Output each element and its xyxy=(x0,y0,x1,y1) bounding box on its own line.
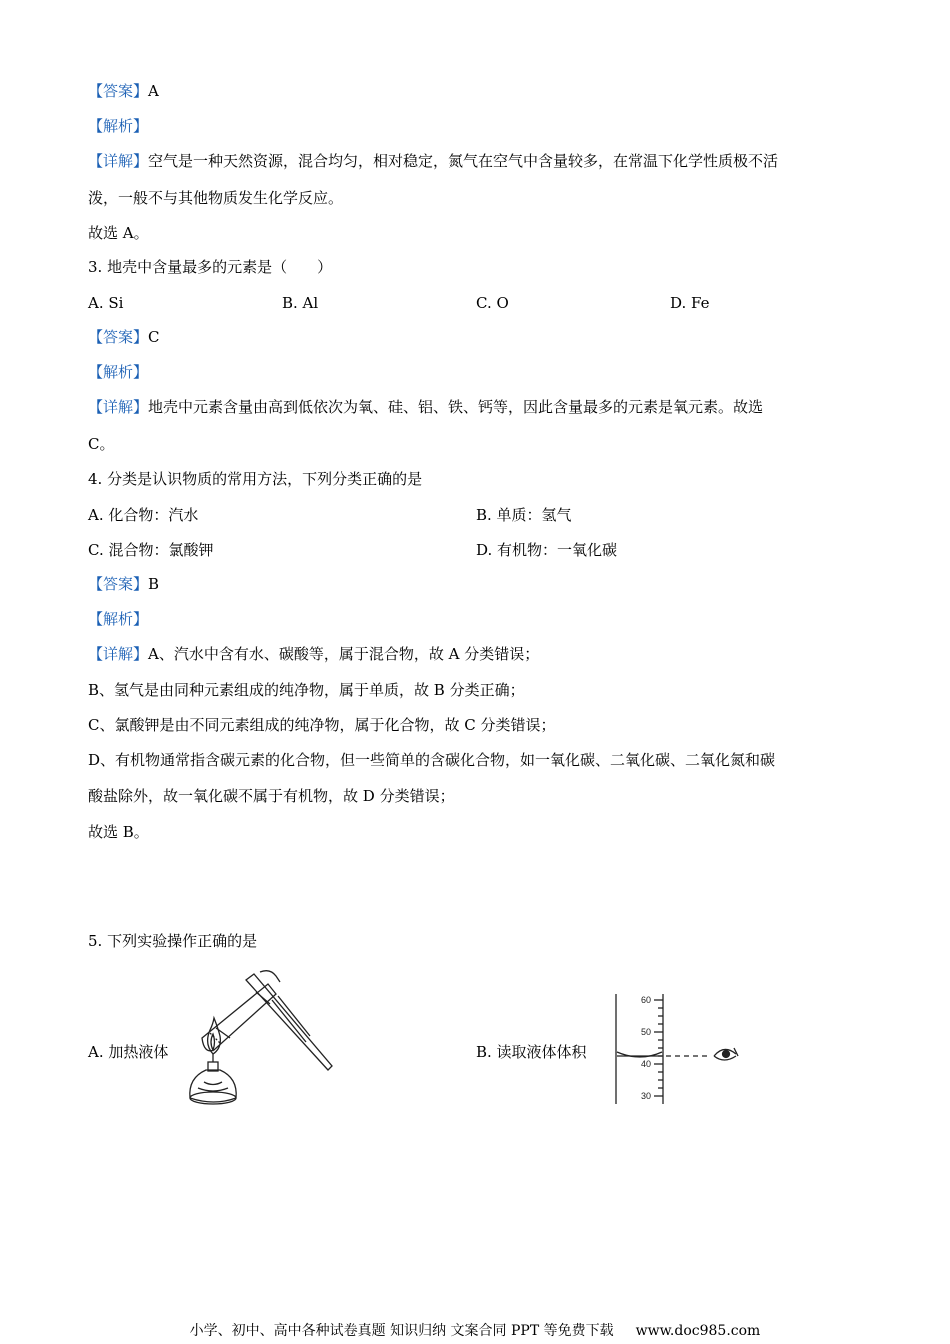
q3-option-d: D. Fe xyxy=(670,294,710,312)
detail-tag: 【详解】 xyxy=(88,398,149,416)
q2-detail-line2: 泼，一般不与其他物质发生化学反应。 xyxy=(88,189,344,207)
q4-option-a: A. 化合物：汽水 xyxy=(88,506,199,524)
q2-detail-line1 xyxy=(88,151,778,171)
answer-tag: 【答案】 xyxy=(88,328,149,346)
q5-option-b-label: B. 读取液体体积 xyxy=(476,1043,587,1061)
q5-stem: 5. 下列实验操作正确的是 xyxy=(88,932,258,950)
analysis-tag: 【解析】 xyxy=(88,363,149,381)
q4-detail-line-d1: D、有机物通常指含碳元素的化合物，但一些简单的含碳化合物，如一氧化碳、二氧化碳、二氧化氮和碳 xyxy=(88,751,776,769)
q4-detail-line1 xyxy=(88,644,539,664)
tick-label-50: 50 xyxy=(640,1027,651,1037)
q2-conclusion: 故选 A。 xyxy=(88,224,149,242)
q2-answer-line xyxy=(88,81,159,101)
q4-option-c: C. 混合物：氯酸钾 xyxy=(88,541,214,559)
reading-volume-figure xyxy=(606,990,754,1108)
q3-detail-line1 xyxy=(88,397,763,417)
heating-liquid-figure xyxy=(184,970,336,1115)
q4-analysis-line xyxy=(88,609,148,629)
q3-option-a: A. Si xyxy=(88,294,124,312)
q3-answer-value: C xyxy=(148,328,160,346)
q4-answer-value: B xyxy=(148,575,160,593)
page-footer xyxy=(0,1321,950,1341)
tick-label-40: 40 xyxy=(640,1059,651,1069)
alcohol-lamp xyxy=(190,1070,236,1102)
analysis-tag: 【解析】 xyxy=(88,610,149,628)
footer-url[interactable]: www.doc985.com xyxy=(635,1323,761,1339)
tick-label-60: 60 xyxy=(640,995,651,1005)
detail-tag: 【详解】 xyxy=(88,152,149,170)
q3-detail-text: 地壳中元素含量由高到低依次为氧、硅、铝、铁、钙等，因此含量最多的元素是氧元素。故选 xyxy=(148,398,764,416)
q4-answer-line xyxy=(88,574,159,594)
q3-analysis-line xyxy=(88,362,148,382)
q4-detail-line-c: C、氯酸钾是由不同元素组成的纯净物，属于化合物，故 C 分类错误； xyxy=(88,716,556,734)
analysis-tag: 【解析】 xyxy=(88,117,149,135)
answer-tag: 【答案】 xyxy=(88,575,149,593)
test-tube xyxy=(202,984,276,1051)
q2-analysis-line xyxy=(88,116,148,136)
q3-option-b: B. Al xyxy=(282,294,319,312)
q4-detail-line-b: B、氢气是由同种元素组成的纯净物，属于单质，故 B 分类正确； xyxy=(88,681,525,699)
q5-option-a-label: A. 加热液体 xyxy=(88,1043,169,1061)
q3-answer-line xyxy=(88,327,160,347)
q3-option-c: C. O xyxy=(476,294,509,312)
q3-stem: 3. 地壳中含量最多的元素是（ ） xyxy=(88,258,333,276)
q4-option-d: D. 有机物：一氧化碳 xyxy=(476,541,618,559)
q4-detail-text: A、汽水中含有水、碳酸等，属于混合物，故 A 分类错误； xyxy=(148,645,540,663)
q2-answer-value: A xyxy=(148,82,159,100)
footer-text: 小学、初中、高中各种试卷真题 知识归纳 文案合同 PPT 等免费下载 xyxy=(189,1323,614,1339)
q2-detail-text: 空气是一种天然资源，混合均匀，相对稳定，氮气在空气中含量较多，在常温下化学性质极不活 xyxy=(148,152,779,170)
q4-stem: 4. 分类是认识物质的常用方法，下列分类正确的是 xyxy=(88,470,423,488)
q4-detail-line-d2: 酸盐除外，故一氧化碳不属于有机物，故 D 分类错误； xyxy=(88,787,455,805)
q4-conclusion: 故选 B。 xyxy=(88,823,149,841)
q3-detail-line2: C。 xyxy=(88,435,115,453)
q4-option-b: B. 单质：氢气 xyxy=(476,506,572,524)
detail-tag: 【详解】 xyxy=(88,645,149,663)
answer-tag: 【答案】 xyxy=(88,82,149,100)
tick-label-30: 30 xyxy=(640,1091,651,1101)
